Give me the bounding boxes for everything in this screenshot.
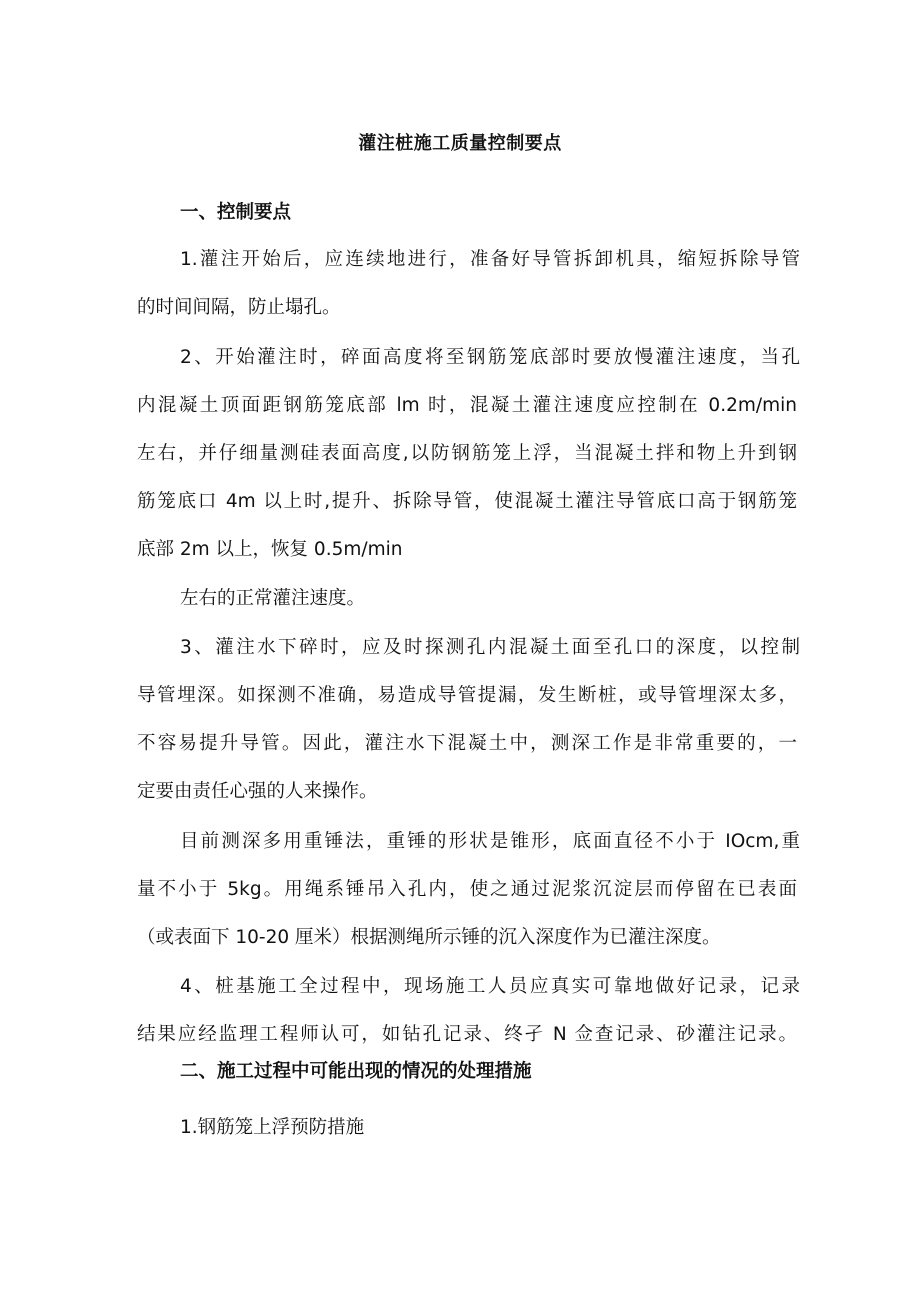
- paragraph-line: 筋笼底口 4m 以上时,提升、拆除导管，使混凝土灌注导管底口高于钢筋笼: [137, 491, 797, 512]
- paragraph-line: 2、开始灌注时，碎面高度将至钢筋笼底部时要放慢灌注速度，当孔: [180, 347, 800, 368]
- document-title: 灌注桩施工质量控制要点: [358, 133, 562, 154]
- section-heading-control-points: 一、控制要点: [180, 202, 292, 223]
- section-heading-handling-measures: 二、施工过程中可能出现的情况的处理措施: [180, 1061, 532, 1082]
- paragraph-line: 4、桩基施工全过程中，现场施工人员应真实可靠地做好记录，记录: [180, 976, 800, 997]
- paragraph-line: 目前测深多用重锤法，重锤的形状是锥形，底面直径不小于 IOcm,重: [180, 831, 800, 852]
- paragraph-line: 3、灌注水下碎时，应及时探测孔内混凝土面至孔口的深度，以控制: [180, 637, 800, 658]
- paragraph-line: 左右的正常灌注速度。: [180, 588, 366, 609]
- paragraph-line: 量不小于 5kg。用绳系锤吊入孔内，使之通过泥浆沉淀层而停留在已表面: [137, 879, 797, 900]
- paragraph-line: 内混凝土顶面距钢筋笼底部 lm 时，混凝土灌注速度应控制在 0.2m/min: [137, 395, 797, 416]
- paragraph-line: 导管埋深。如探测不准确，易造成导管提漏，发生断桩，或导管埋深太多，: [137, 685, 797, 706]
- sub-item-heading: 1.钢筋笼上浮预防措施: [180, 1117, 365, 1138]
- paragraph-line: 的时间间隔，防止塌孔。: [137, 297, 341, 318]
- paragraph-line: 1.灌注开始后，应连续地进行，准备好导管拆卸机具，缩短拆除导管: [180, 249, 800, 270]
- paragraph-line: 底部 2m 以上，恢复 0.5m∕min: [137, 539, 403, 560]
- paragraph-line: 不容易提升导管。因此，灌注水下混凝土中，测深工作是非常重要的，一: [137, 733, 797, 754]
- paragraph-line: 结果应经监理工程师认可，如钻孔记录、终孑 N 佥查记录、砂灌注记录。: [137, 1024, 797, 1045]
- paragraph-line: 左右，并仔细量测硅表面高度,以防钢筋笼上浮，当混凝土拌和物上升到钢: [137, 443, 797, 464]
- paragraph-line: （或表面下 10-20 厘米）根据测绳所示锤的沉入深度作为已灌注深度。: [137, 927, 721, 948]
- paragraph-line: 定要由责任心强的人来操作。: [137, 781, 378, 802]
